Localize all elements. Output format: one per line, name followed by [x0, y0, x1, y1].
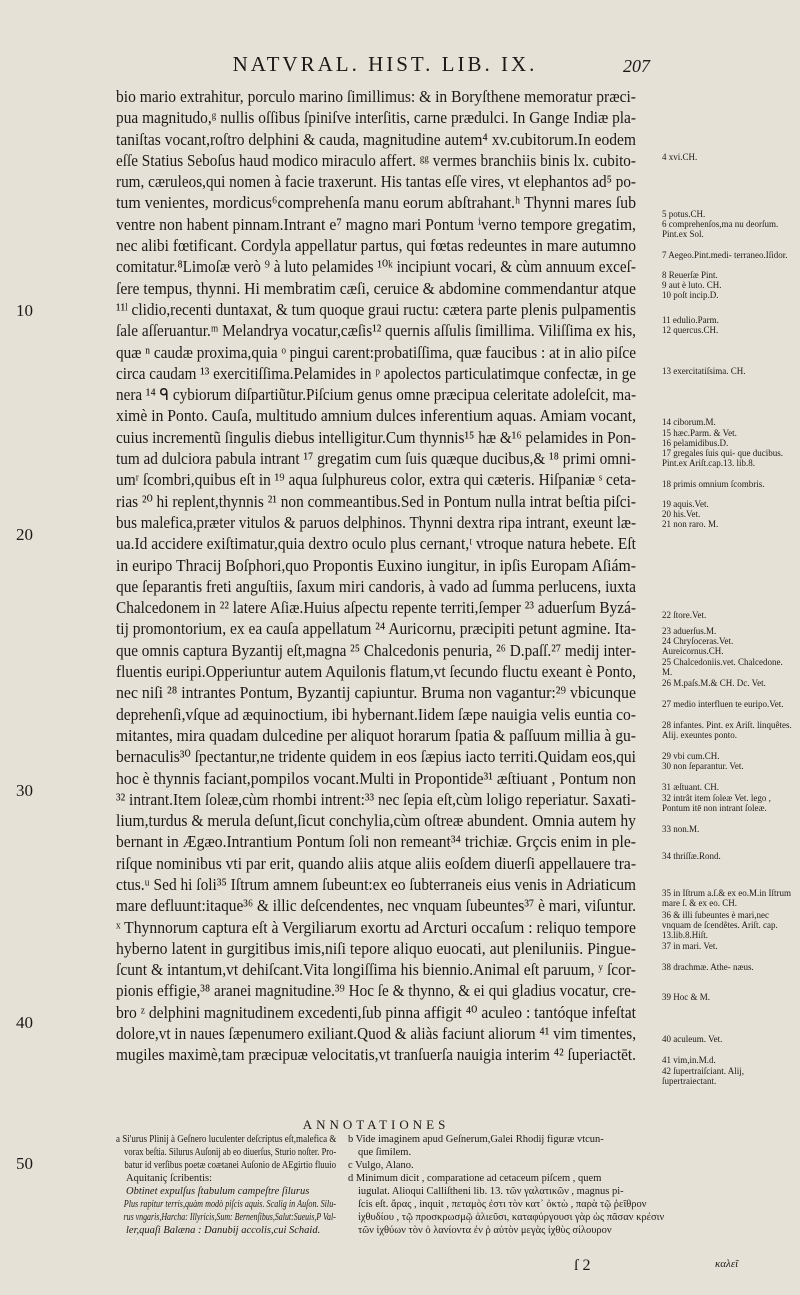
text-line: tum ad dulciora pabula intrant ¹⁷ gregatim cum ſuis quæque ducibus,& ¹⁸ primi omni- — [116, 449, 636, 469]
annotation-line: d Minimum dicit , comparatione ad cetaceum piſcem , quem — [348, 1173, 602, 1184]
margin-note: 39 Hoc & M. — [662, 992, 710, 1002]
text-line: nec alibi fœtificant. Cordyla appellatur partus, qui fœtas redeuntes in mare autumno — [116, 236, 636, 256]
margin-note: 42 ſupertraiſciant. Alij, ſupertraiectant. — [662, 1066, 744, 1086]
margin-note: 34 thriſſæ.Rond. — [662, 851, 721, 861]
text-line: fluentis euripi.Opperiuntur autem Aquilonis flatum,vt ſecundo fluctu exeant è Ponto, — [116, 662, 636, 682]
text-line: nec niſi ²⁸ intrantes Pontum, Byzantij capiuntur. Bruma non vagantur:²⁹ vbicunque — [116, 683, 636, 703]
margin-note: 26 M.paſs.M.& CH. Dc. Vet. — [662, 678, 766, 688]
text-line: lium,turdus & merula deſunt,ſicut conchylia,cùm oſtreæ abundent. Omnia autem hy — [116, 811, 636, 831]
annotation-line: batur id verſibus poetæ coætanei Auſonio de AEgirtio fluuio — [124, 1160, 336, 1171]
text-line: ſale aſſeruantur.ᵐ Melandrya vocatur,cæſis¹² quernis aſſulis ſimillima. Viliſſima ex his, — [116, 321, 636, 341]
text-line: bernant in Ægæo.Intrantium Pontum ſoli non remeant³⁴ trichiæ. Grçcis enim in ple- — [116, 832, 636, 852]
margin-note: 5 potus.CH. — [662, 209, 706, 219]
margin-note: 13 exercitatiſsima. CH. — [662, 366, 746, 376]
margin-note: 29 vbi cum.CH. — [662, 751, 720, 761]
annotations-heading: ANNOTATIONES — [302, 1117, 450, 1132]
annotation-line: que ſimilem. — [358, 1147, 412, 1158]
text-line: mugiles maximè,tam præcipuæ velocitatis,vt tranſuerſa nauigia interim ⁴² ſuperiactēt. — [116, 1045, 636, 1065]
margin-note: 22 ſtore.Vet. — [662, 610, 707, 620]
margin-note: 18 primis omnium ſcombris. — [662, 479, 765, 489]
text-line: que ſeparantis freti anguſtiis, ſaxum miri candoris, à vado ad ſumma perlucens, iuxta — [116, 576, 636, 596]
text-line: cuius incrementũ ſingulis diebus intelligitur.Cum thynnis¹⁵ hæ &¹⁶ pelamides in Pon- — [116, 427, 636, 447]
margin-note: 14 ciborum.M. — [662, 417, 716, 427]
margin-note: 19 aquis.Vet. — [662, 499, 709, 509]
catchword: καλεῖ — [715, 1258, 739, 1270]
text-line: ˣ Thynnorum captura eſt à Vergiliarum exortu ad Arcturi occaſum : reliquo tempore — [116, 917, 636, 937]
annotation-line: ἰχθυδίου , τῷ προσκρωσμῷ ἀλιεῦσι, καταφύργουσι γὰρ ὡς πᾶσαν κρέσιν — [358, 1212, 665, 1223]
margin-note: 15 hæc.Parm. & Vet. — [662, 428, 737, 438]
annotation-line: b Vide imaginem apud Geſnerum,Galei Rhodij figuræ vtcun- — [348, 1134, 604, 1145]
text-line: que omnis captura Byzantij eſt,magna ²⁵ Chalcedonis penuria, ²⁶ D.paſſ.²⁷ medij inter- — [116, 640, 636, 660]
margin-note: 40 aculeum. Vet. — [662, 1034, 723, 1044]
text-line: riſque nominibus vti par erit, quando aliis atque aliis eoſdem diuerſi appellauere tra- — [116, 853, 636, 873]
margin-note: 27 medio interfluen te euripo.Vet. — [662, 699, 784, 709]
text-line: rum, cæruleos,qui nomen à facie traxerunt. His tantas eſſe vires, vt elephantos ad⁵ po- — [116, 172, 636, 192]
text-line: pua magnitudo,ᵍ nullis oſſibus ſpiniſve interſitis, carne prædulci. In Gange Indiæ pla- — [116, 108, 636, 128]
annotations-right-column — [348, 1133, 728, 1237]
annotations-left-column — [116, 1133, 336, 1237]
annotation-line: vorax beſtia. Silurus Auſonij ab eo diuerſus, Sturio noſter. Pro- — [124, 1147, 337, 1158]
text-line: mitantes, mira quadam dulcedine per aliquot horarum ſpatia & paſſuum millia à gu- — [116, 725, 636, 745]
annotation-line: Aquitaniç ſcribentis: — [126, 1173, 213, 1184]
text-line: circa caudam ¹³ exercitiſſima.Pelamides in ᵖ apolectos particulatimque confectæ, in ge — [116, 363, 636, 383]
margin-note: 7 Aegeo.Pint.medi- terraneo.Iſidor. — [662, 250, 788, 260]
text-line: bernaculis³⁰ ſpectantur,ne tridente quidem in eos ſæpius iacto territi.Quidam eos,qui — [116, 747, 636, 767]
margin-note: 9 aut è luto. CH. — [662, 280, 722, 290]
text-line: mare defluunt:itaque³⁶ & illic deſcendentes, nec vnquam ſubeuntes³⁷ è mari, viſuntur. — [116, 896, 636, 916]
text-line: tum venientes, mordicus⁶comprehenſa manu eorum abſtrahant.ʰ Thynni mares ſub — [116, 193, 636, 213]
margin-note: 11 edulio.Parm. — [662, 315, 719, 325]
margin-note: 32 intrât item ſoleæ Vet. lego , Pontum itē non intrant ſoleæ. — [662, 793, 771, 813]
text-line: hoc è thynnis faciant,pompilos vocant.Multi in Propontide³¹ æſtiuant , Pontum non — [116, 768, 636, 788]
annotation-line: Plus rapitur terris,quàm modò piſcis aquis. Scalig in Auſon. Silu- — [123, 1199, 336, 1210]
margin-note: 37 in mari. Vet. — [662, 941, 718, 951]
margin-note: 35 in Iſtrum a.ſ.& ex eo.M.in Iſtrum mare ſ. & ex eo. CH. — [662, 888, 791, 908]
text-line: ventre non habent pinnam.Intrant e⁷ magno mari Pontum ⁱverno tempore gregatim, — [116, 214, 636, 234]
annotation-line: τῶν ἰχθύων τὸν ὁ λανίοντα ἐν ῥ αὐτὸν μεγὰς ἰχθὺς σίλουρον — [358, 1225, 612, 1236]
text-line: in euripo Thracij Boſphori,quo Propontis Euxino iungitur, in ipſis Europam Aſiám- — [116, 555, 636, 575]
text-line: comitatur.⁸Limoſæ verò ⁹ à luto pelamides ¹⁰ᵏ incipiunt vocari, & cùm annuum exceſ- — [116, 257, 636, 277]
annotation-line: ſcis eſt. ἄρας , inquit , πεταμὸς ἐστι τὸν κατ᾽ ὀκτὼ , παρὰ τῷ ῥεῖθρον — [358, 1199, 647, 1210]
annotation-line: rus vngaris,Harcha: Illyricis,Sum: Bernenſibus,Salut:Sueuis,P Val- — [123, 1212, 336, 1223]
running-head: NATVRAL. HIST. LIB. IX. — [232, 52, 538, 76]
text-line: dolore,vt in naues ſæpenumero exiliant.Quod & aliàs faciunt aliorum ⁴¹ vim timentes, — [116, 1024, 636, 1044]
text-line: nera ¹⁴ ᑫ cybiorum diſpartiũtur.Piſcium genus omne præcipua celeritate adoleſcit, ma- — [116, 385, 636, 405]
text-line: ximè in Ponto. Cauſa, multitudo amnium dulces inferentium aquas. Amiam vocant, — [116, 406, 636, 426]
text-line: tij promontorium, ex ea cauſa appellatum ²⁴ Auricornu, præcipiti petunt agmine. Ita- — [116, 619, 636, 639]
annotation-line: c Vulgo, Alano. — [348, 1160, 414, 1171]
text-line: ctus.ᵘ Sed hi ſoli³⁵ Iſtrum amnem ſubeunt:ex eo ſubterraneis eius venis in Adriaticum — [116, 874, 636, 894]
text-line: bro ᶻ delphini magnitudinem excedenti,ſub pinna affigit ⁴⁰ aculeo : tantóque infeſtat — [116, 1002, 636, 1022]
margin-note: 38 drachmæ. Athe- næus. — [662, 962, 754, 972]
margin-note: 28 infantes. Pint. ex Ariſt. linquêtes. Alij. exeuntes ponto. — [662, 720, 792, 740]
annotation-line: ler,quaſi Balæna : Danubij accolis,cui Schaid. — [126, 1225, 321, 1236]
margin-note: 12 quercus.CH. — [662, 325, 719, 335]
margin-note: 41 vim,in.M.d. — [662, 1055, 716, 1065]
text-line: ſcunt & intantum,vt dehiſcant.Vita longiſſima his biennio.Animal eſt paruum, ʸ ſcor- — [116, 960, 636, 980]
margin-note: 17 gregales ſuis qui- que ducibus. Pint.ex Ariſt.cap.13. lib.8. — [662, 448, 783, 468]
margin-note: 16 pelamidibus.D. — [662, 438, 729, 448]
text-line: ſere tempus, thynni. Hi membratim cæſi, ceruice & abdomine commendantur atque — [116, 278, 636, 298]
text-line: bus malefica,præter vitulos & paruos delphinos. Thynni dextra ripa intrant, exeunt læ- — [116, 512, 636, 532]
line-number-10: 10 — [16, 301, 33, 320]
text-line: rias ²⁰ hi replent,thynnis ²¹ non commeantibus.Sed in Pontum nulla intrat beſtia piſci- — [116, 491, 636, 511]
text-line: quæ ⁿ caudæ proxima,quia ᵒ pingui carent:probatiſſima, quæ faucibus : at in alio piſce — [116, 342, 636, 362]
margin-note: 25 Chalcedoniis.vet. Chalcedone. M. — [662, 657, 783, 677]
margin-note: 30 non ſeparantur. Vet. — [662, 761, 744, 771]
margin-note: 31 æſtuant. CH. — [662, 782, 720, 792]
margin-note: 33 non.M. — [662, 824, 700, 834]
line-number-30: 30 — [16, 781, 33, 800]
margin-note: 10 poſt incip.D. — [662, 290, 719, 300]
text-line: taniſtas vocant,roſtro delphini & cauda, magnitudine autem⁴ xv.cubitorum.In eodem — [116, 129, 636, 149]
text-line: eſſe Statius Seboſus haud modico miraculo affert. ᵍᵍ vermes branchiis binis lx. cubito- — [116, 150, 636, 170]
text-line: umʳ ſcombri,quibus eſt in ¹⁹ aqua ſulphureus color, extra qui cæteris. Hiſpaniæ ˢ ceta- — [116, 470, 636, 490]
margin-note: 36 & illi ſubeuntes è mari,nec vnquam de ſcendẽtes. Ariſt. cap. 13.lib.8.Hiſt. — [662, 910, 778, 940]
signature-mark: ſ 2 — [574, 1257, 591, 1274]
annotation-line: iugulat. Alioqui Calliſtheni lib. 13. τῶν γαλατικῶν , magnus pi- — [358, 1186, 624, 1197]
line-number-50: 50 — [16, 1154, 33, 1173]
margin-note: 4 xvi.CH. — [662, 152, 698, 162]
page-number: 207 — [623, 56, 650, 76]
margin-note: 6 comprehenſos,ma nu deorſum. Pint.ex Sol. — [662, 219, 779, 239]
text-line: ³² intrant.Item ſoleæ,cùm rhombi intrent:³³ nec ſepia eſt,cùm loligo reperiatur. Saxati- — [116, 789, 636, 809]
text-line: ¹¹ˡ clidio,recenti duntaxat, & tum quoque graui ructu: cætera parte plenis pulpamentis — [116, 299, 636, 319]
margin-note: 21 non raro. M. — [662, 519, 719, 529]
line-number-20: 20 — [16, 525, 33, 544]
text-line: ua.Id accidere exiſtimatur,quia dextro oculo plus cernant,ᵗ vtroque natura hebete. Eſt — [116, 534, 636, 554]
text-line: pionis effigie,³⁸ aranei magnitudine.³⁹ Hoc ſe & thynno, & ei qui gladius vocatur, cre- — [116, 981, 636, 1001]
margin-note: 23 aduerſus.M. — [662, 626, 717, 636]
margin-note: 8 Reuerſæ Pint. — [662, 270, 718, 280]
annotation-line: a Si'urus Plinij à Geſnero luculenter deſcriptus eſt,malefica & — [116, 1134, 337, 1145]
text-line: deprehenſi,vſque ad æquinoctium, ibi hybernant.Iidem ſæpe nauigia velis euntia co- — [116, 704, 636, 724]
annotation-line: Obtinet expulſus ſtabulum campeſtre ſilurus — [126, 1186, 310, 1197]
line-number-40: 40 — [16, 1013, 33, 1032]
text-line: Chalcedonem in ²² latere Aſiæ.Huius aſpectu repente territi,ſemper ²³ aduerſum Byzá- — [116, 598, 636, 618]
text-line: bio mario extrahitur, porculo marino ſimillimus: & in Boryſthene memoratur præci- — [116, 87, 636, 106]
margin-note: 24 Chryſoceras.Vet. Aureicornus.CH. — [662, 636, 734, 656]
text-line: hyberno latent in gurgitibus imis,niſi tepore aliquo euocati, aut pleniluniis. Pingue- — [116, 938, 636, 958]
margin-note: 20 his.Vet. — [662, 509, 701, 519]
